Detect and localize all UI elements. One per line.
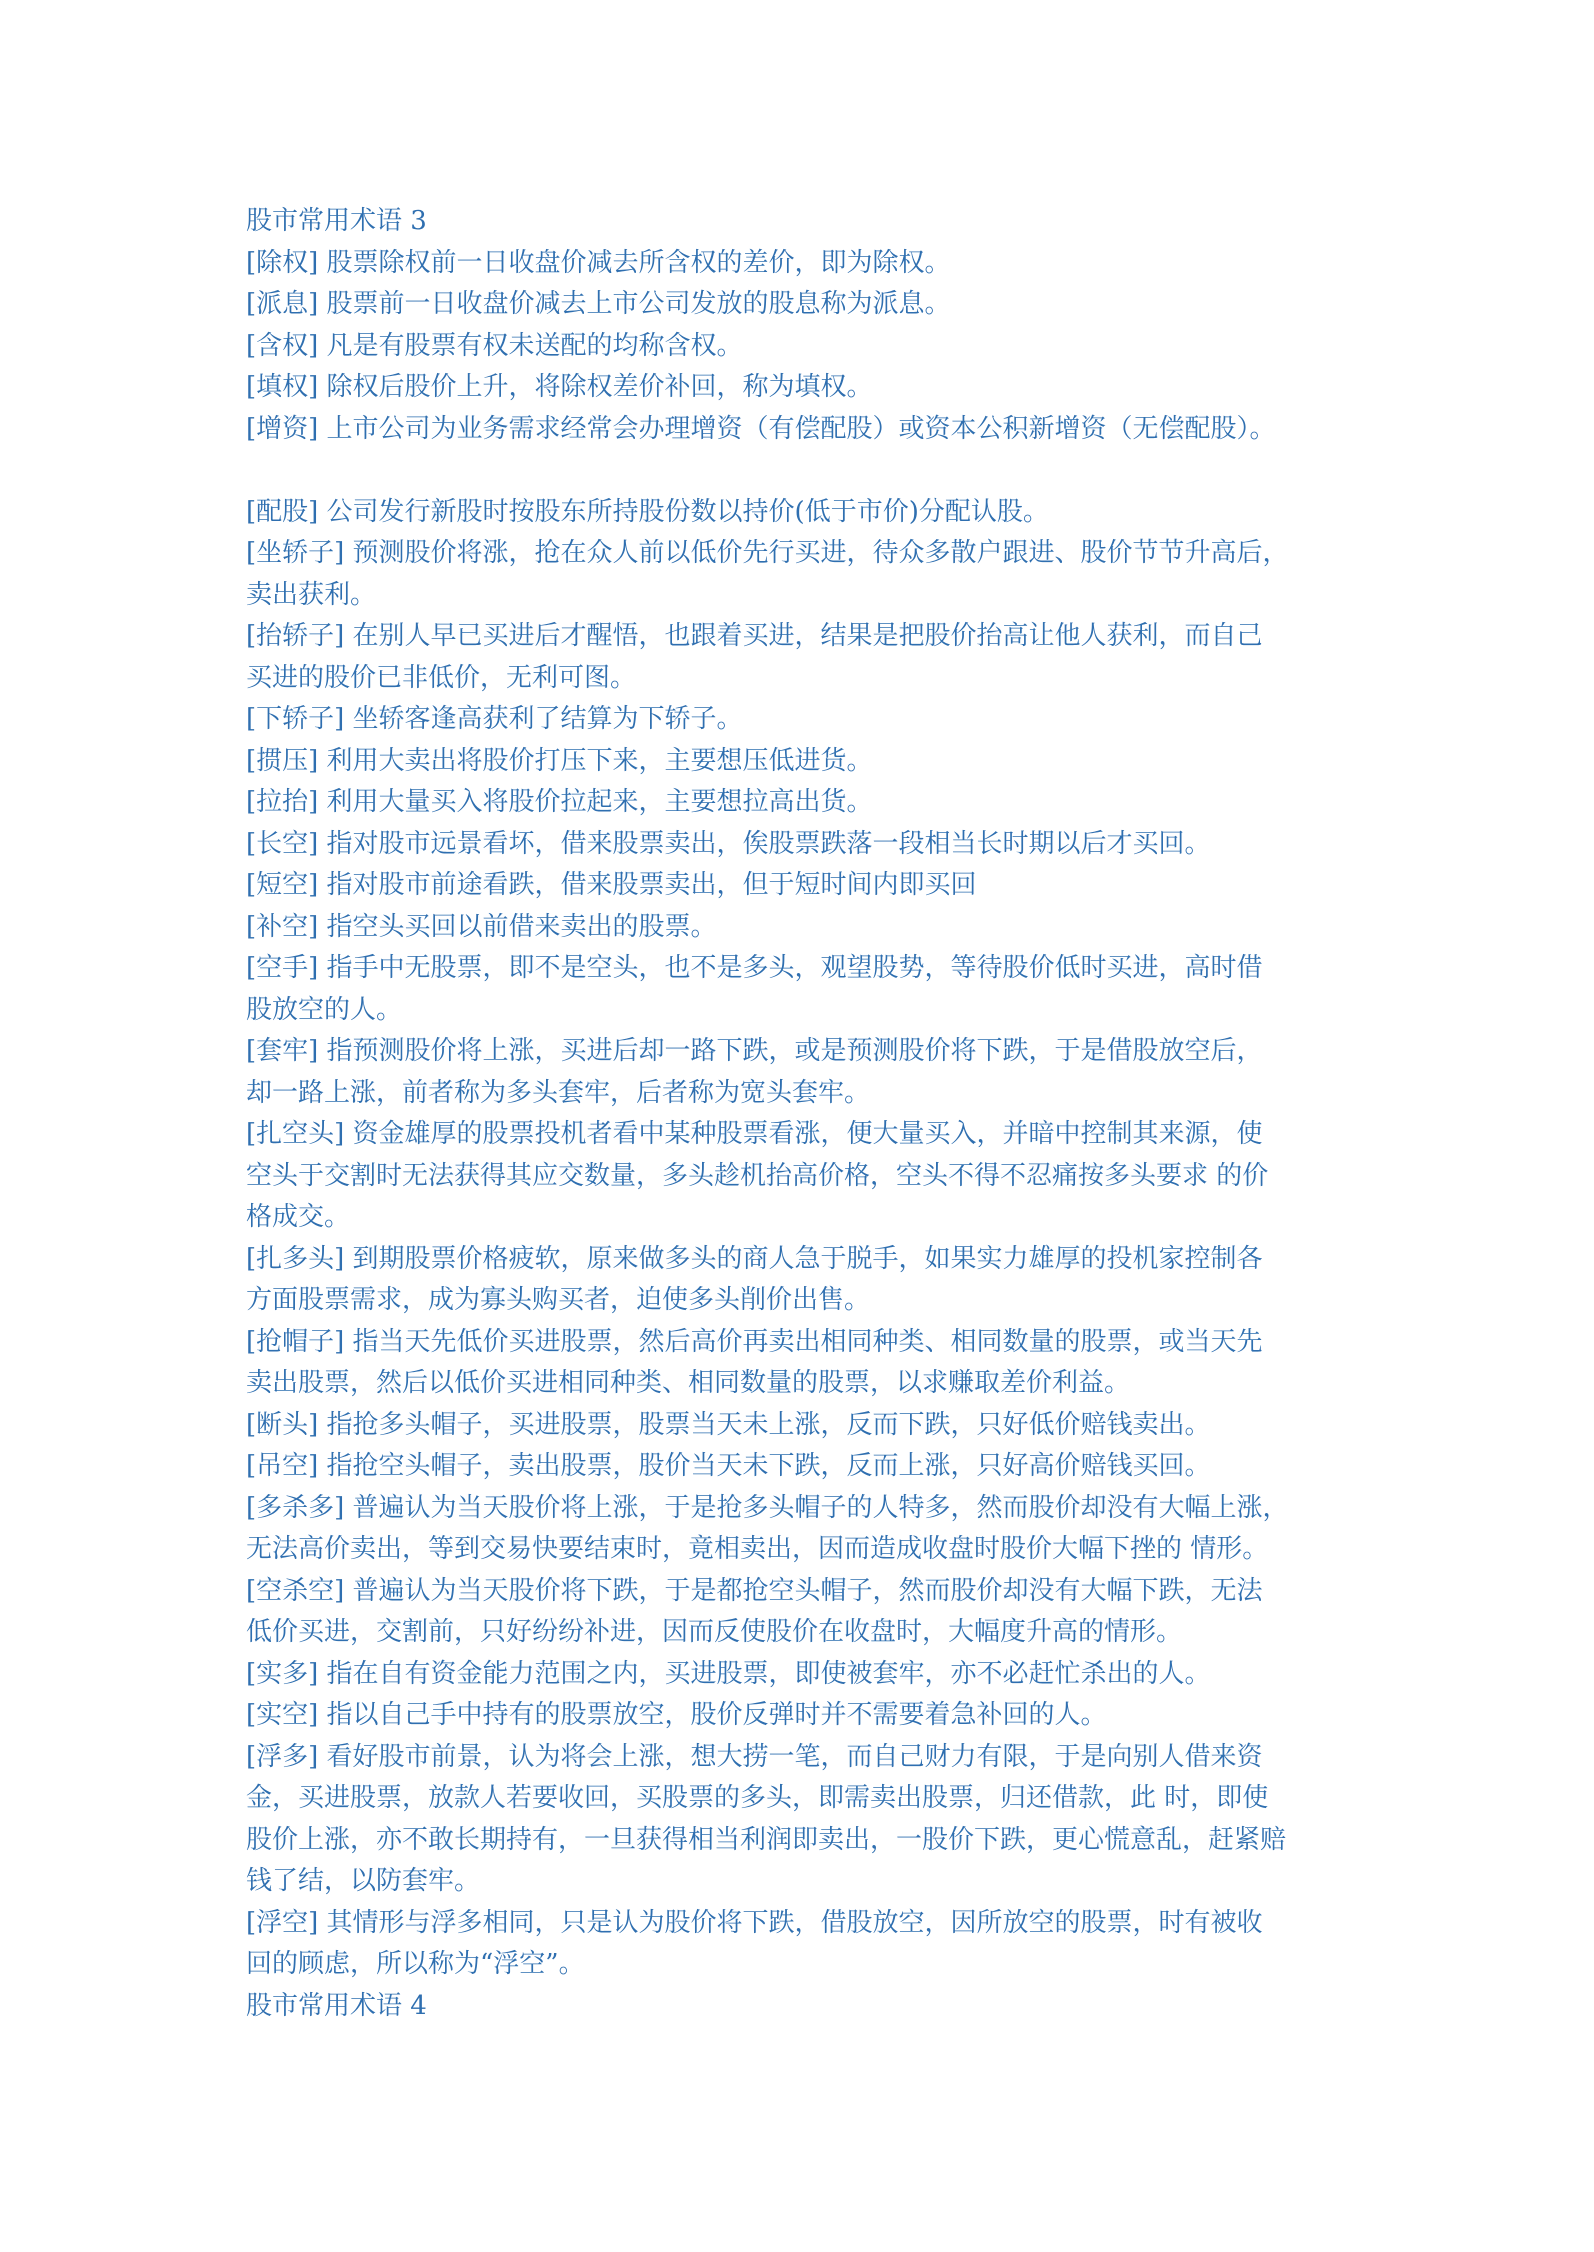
text-line: 金，买进股票，放款人若要收回，买股票的多头，即需卖出股票，归还借款，此 时，即使 (246, 1783, 1269, 1813)
text-line: [实多] 指在自有资金能力范围之内，买进股票，即使被套牢，亦不必赶忙杀出的人。 (246, 1658, 1211, 1689)
text-line: [断头] 指抢多头帽子，买进股票，股票当天未上涨，反而下跌，只好低价赔钱卖出。 (246, 1409, 1211, 1440)
text-line: 无法高价卖出，等到交易快要结束时，竟相卖出，因而造成收盘时股价大幅下挫的 情形。 (246, 1534, 1269, 1564)
text-line: [浮多] 看好股市前景，认为将会上涨，想大捞一笔，而自己财力有限，于是向别人借来资 (246, 1741, 1263, 1772)
text-line: [短空] 指对股市前途看跌，借来股票卖出，但于短时间内即买回 (246, 870, 977, 900)
text-line: [下轿子] 坐轿客逢高获利了结算为下轿子。 (246, 704, 743, 734)
text-line: 格成交。 (246, 1202, 351, 1232)
text-line: [吊空] 指抢空头帽子，卖出股票，股价当天未下跌，反而上涨，只好高价赔钱买回。 (246, 1451, 1211, 1481)
text-line: 回的顾虑，所以称为“浮空”。 (246, 1949, 585, 1979)
text-line: [抢帽子] 指当天先低价买进股票，然后高价再卖出相同种类、相同数量的股票，或当天先 (246, 1326, 1263, 1357)
text-line: [扎多头] 到期股票价格疲软，原来做多头的商人急于脱手，如果实力雄厚的投机家控制各 (246, 1243, 1263, 1274)
text-line: [长空] 指对股市远景看坏，借来股票卖出，俟股票跌落一段相当长时期以后才买回。 (246, 828, 1211, 859)
text-line: [增资] 上市公司为业务需求经常会办理增资（有偿配股）或资本公积新增资（无偿配股）。 (246, 413, 1276, 444)
text-line: 方面股票需求，成为寡头购买者，迫使多头削价出售。 (246, 1285, 871, 1315)
text-line: [实空] 指以自己手中持有的股票放空，股价反弹时并不需要着急补回的人。 (246, 1700, 1107, 1730)
text-line: [掼压] 利用大卖出将股价打压下来，主要想压低进货。 (246, 745, 873, 776)
text-line: [空手] 指手中无股票，即不是空头，也不是多头，观望股势，等待股价低时买进，高时借 (246, 953, 1263, 983)
text-line: [扎空头] 资金雄厚的股票投机者看中某种股票看涨，便大量买入，并暗中控制其来源，使 (246, 1119, 1263, 1149)
text-line: [浮空] 其情形与浮多相同，只是认为股价将下跌，借股放空，因所放空的股票，时有被收 (246, 1907, 1263, 1938)
text-line: 空头于交割时无法获得其应交数量，多头趁机抬高价格，空头不得不忍痛按多头要求 的价 (246, 1160, 1269, 1191)
text-line: [除权] 股票除权前一日收盘价减去所含权的差价，即为除权。 (246, 247, 951, 278)
paragraph-block-1 (246, 243, 1361, 451)
text-line: 卖出股票，然后以低价买进相同种类、相同数量的股票，以求赚取差价利益。 (246, 1368, 1131, 1398)
text-line: 股放空的人。 (246, 994, 403, 1025)
text-line: [拉抬] 利用大量买入将股价拉起来，主要想拉高出货。 (246, 787, 873, 817)
section-heading-3: 股市常用术语 3 (246, 206, 427, 236)
paragraph-gap (246, 450, 1361, 492)
text-line: [配股] 公司发行新股时按股东所持股份数以持价(低于市价)分配认股。 (246, 496, 1049, 527)
text-line: [含权] 凡是有股票有权未送配的均称含权。 (246, 330, 743, 361)
text-line: [空杀空] 普遍认为当天股价将下跌，于是都抢空头帽子，然而股价却没有大幅下跌，无法 (246, 1575, 1263, 1606)
paragraph-block-2 (246, 492, 1361, 1986)
text-line: 买进的股价已非低价，无利可图。 (246, 662, 637, 693)
text-line: 却一路上涨，前者称为多头套牢，后者称为宽头套牢。 (246, 1077, 871, 1108)
text-line: 低价买进，交割前，只好纷纷补进，因而反使股价在收盘时，大幅度升高的情形。 (246, 1617, 1183, 1647)
text-line: 卖出获利。 (246, 579, 377, 610)
text-line: [坐轿子] 预测股价将涨，抢在众人前以低价先行买进，待众多散户跟进、股价节节升高后， (246, 538, 1289, 568)
text-line: [抬轿子] 在别人早已买进后才醒悟，也跟着买进，结果是把股价抬高让他人获利，而自己 (246, 621, 1263, 651)
text-line: [填权] 除权后股价上升，将除权差价补回，称为填权。 (246, 372, 873, 402)
document-body (246, 201, 1361, 2027)
text-line: [套牢] 指预测股价将上涨，买进后却一路下跌，或是预测股价将下跌，于是借股放空后， (246, 1036, 1263, 1066)
text-line: 钱了结，以防套牢。 (246, 1866, 481, 1896)
text-line: [派息] 股票前一日收盘价减去上市公司发放的股息称为派息。 (246, 289, 951, 319)
text-line: [补空] 指空头买回以前借来卖出的股票。 (246, 911, 717, 942)
section-heading-4: 股市常用术语 4 (246, 1990, 427, 2021)
text-line: [多杀多] 普遍认为当天股价将上涨，于是抢多头帽子的人特多，然而股价却没有大幅上涨， (246, 1492, 1289, 1523)
text-line: 股价上涨，亦不敢长期持有，一旦获得相当利润即卖出，一股价下跌，更心慌意乱，赶紧赔 (246, 1824, 1287, 1855)
